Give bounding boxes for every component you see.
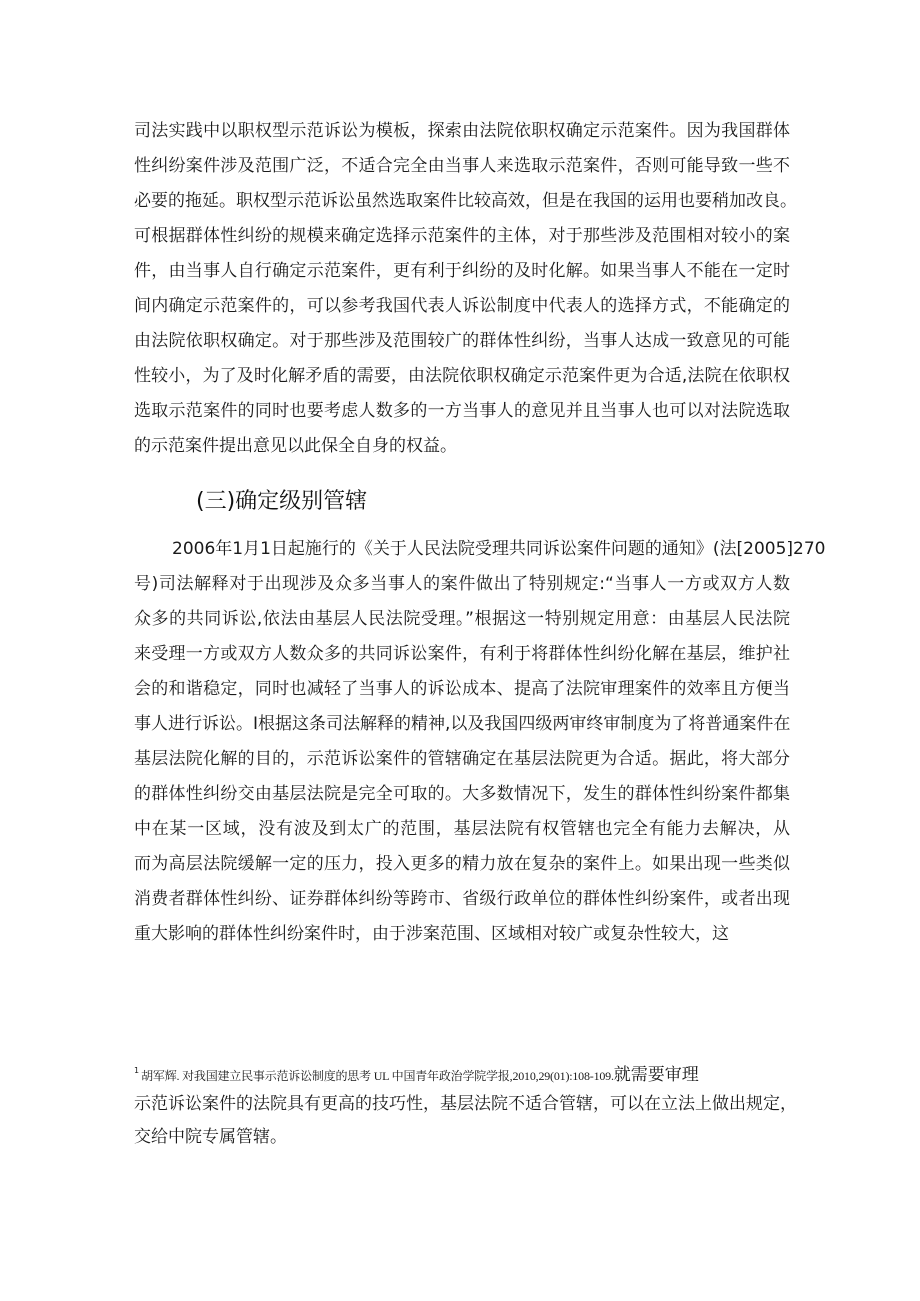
paragraph-2-line: 事人进行诉讼。I根据这条司法解释的精神,以及我国四级两审终审制度为了将普通案件在: [134, 714, 791, 734]
paragraph-1-line: 必要的拖延。职权型示范诉讼虽然选取案件比较高效，但是在我国的运用也要稍加改良。: [134, 191, 797, 211]
paragraph-2-line: 来受理一方或双方人数众多的共同诉讼案件，有利于将群体性纠纷化解在基层，维护社: [134, 644, 790, 664]
paragraph-2-line: 消费者群体性纠纷、证券群体纠纷等跨市、省级行政单位的群体性纠纷案件，或者出现: [134, 889, 790, 909]
paragraph-1-line: 选取示范案件的同时也要考虑人数多的一方当事人的意见并且当事人也可以对法院选取: [134, 401, 790, 421]
paragraph-2-line: 中在某一区域，没有波及到太广的范围，基层法院有权管辖也完全有能力去解决，从: [134, 819, 790, 839]
paragraph-1-line: 可根据群体性纠纷的规模来确定选择示范案件的主体，对于那些涉及范围相对较小的案: [134, 226, 790, 246]
paragraph-2-line: 号)司法解释对于出现涉及众多当事人的案件做出了特别规定:“当事人一方或双方人数: [134, 574, 790, 594]
paragraph-2-line: 基层法院化解的目的，示范诉讼案件的管辖确定在基层法院更为合适。据此，将大部分: [134, 749, 790, 769]
paragraph-2-line: 的群体性纠纷交由基层法院是完全可取的。大多数情况下，发生的群体性纠纷案件都集: [134, 784, 790, 804]
paragraph-2-line: 而为高层法院缓解一定的压力，投入更多的精力放在复杂的案件上。如果出现一些类似: [134, 854, 790, 874]
paragraph-1-line: 司法实践中以职权型示范诉讼为模板，探索由法院依职权确定示范案件。因为我国群体: [134, 121, 790, 141]
continuation-line: 示范诉讼案件的法院具有更高的技巧性，基层法院不适合管辖，可以在立法上做出规定，: [134, 1094, 797, 1114]
paragraph-2-line: 众多的共同诉讼,依法由基层人民法院受理。”根据这一特别规定用意：由基层人民法院: [134, 609, 790, 629]
paragraph-2-line: 会的和谐稳定，同时也减轻了当事人的诉讼成本、提高了法院审理案件的效率且方便当: [134, 679, 790, 699]
footnote: [134, 1060, 790, 1087]
paragraph-1-line: 性纠纷案件涉及范围广泛，不适合完全由当事人来选取示范案件，否则可能导致一些不: [134, 156, 790, 176]
paragraph-1-line: 件，由当事人自行确定示范案件，更有利于纠纷的及时化解。如果当事人不能在一定时: [134, 261, 790, 281]
footnote-citation: 胡军辉. 对我国建立民事示范诉讼制度的思考 UL 中国青年政治学院学报,2010,29(01):108-109.: [141, 1069, 614, 1083]
paragraph-1-line: 由法院依职权确定。对于那些涉及范围较广的群体性纠纷，当事人达成一致意见的可能: [134, 331, 790, 351]
footnote-marker: 1: [134, 1066, 140, 1075]
footnote-continuation: 就需要审理: [613, 1065, 699, 1085]
paragraph-1-line: 间内确定示范案件的，可以参考我国代表人诉讼制度中代表人的选择方式，不能确定的: [134, 296, 790, 316]
paragraph-2-line: 重大影响的群体性纠纷案件时，由于涉案范围、区域相对较广或复杂性较大，这: [134, 924, 729, 944]
continuation-line: 交给中院专属管辖。: [134, 1127, 287, 1147]
paragraph-1-line: 性较小，为了及时化解矛盾的需要，由法院依职权确定示范案件更为合适,法院在依职权: [134, 366, 790, 386]
section-heading: (三)确定级别管辖: [196, 489, 368, 514]
paragraph-1-line: 的示范案件提出意见以此保全自身的权益。: [134, 436, 457, 456]
paragraph-2-line: 2006年1月1日起施行的《关于人民法院受理共同诉讼案件问题的通知》(法[2005]270: [172, 539, 826, 559]
